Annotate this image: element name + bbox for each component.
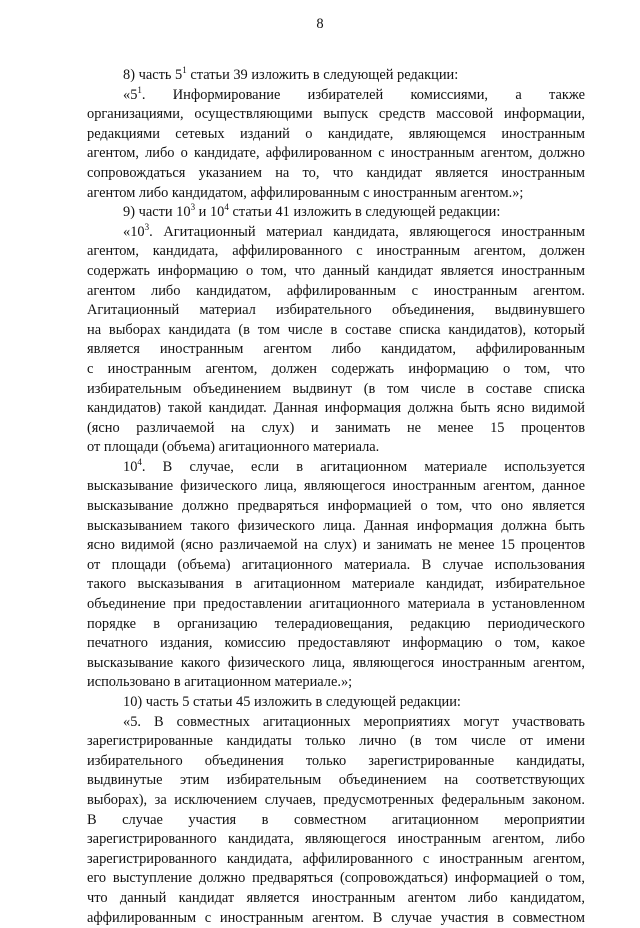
text-line: агентом, кандидата, аффилированного с иностранным агентом, должен — [87, 243, 585, 260]
text-line: от площади (объема) агитационного материала. — [87, 439, 380, 456]
text-line: кандидатов) такой кандидат. Данная информация должна быть ясно видимой — [87, 400, 585, 417]
text-line: на выборах кандидата (в том числе в составе списка кандидатов), который — [87, 321, 585, 338]
text-line: (ясно различаемой на слух) и занимать не менее 15 процентов — [87, 419, 585, 436]
text-line: агентом либо кандидатом, аффилированным с иностранным агентом.»; — [87, 184, 524, 201]
text-line: организациями, осуществляющими выпуск средств массовой информации, — [87, 106, 585, 123]
text-line: высказывание физического лица, являющегося иностранным агентом, данное — [87, 478, 585, 495]
text-line: зарегистрированные кандидаты только лично (в том числе от имени — [87, 733, 585, 750]
text-line: аффилированным с иностранным агентом. В случае участия в совместном — [87, 909, 585, 926]
text-line: избирательным объединением выдвинут (в том числе в составе списка — [87, 380, 585, 397]
text-line: высказыванием такого физического лица. Данная информация должна быть — [87, 517, 585, 534]
text-line: «$10^3$. Агитационный материал кандидата, являющегося иностранным — [123, 221, 585, 240]
text-line: что данный кандидат является иностранным агентом либо кандидатом, — [87, 889, 585, 906]
text-line: $10^4$. В случае, если в агитационном материале используется — [123, 456, 585, 475]
text-line: агентом либо кандидатом, аффилированным с иностранным агентом. — [87, 282, 585, 299]
text-line: 10) часть 5 статьи 45 изложить в следующей редакции: — [123, 694, 461, 710]
text-line: зарегистрированного кандидата, являющегося иностранным агентом, либо — [87, 831, 585, 848]
text-line: Агитационный материал избирательного объединения, выдвинувшего — [87, 302, 585, 319]
text-line: избирательного объединения только зарегистрированные кандидаты, — [87, 752, 585, 769]
text-line: такого высказывания в агитационном материале кандидат, избирательное — [87, 576, 585, 593]
text-line: использовано в агитационном материале.»; — [87, 674, 353, 691]
text-line: ясно видимой (ясно различаемой на слух) и занимать не менее 15 процентов — [87, 537, 585, 554]
text-line: выдвинутые этим избирательным объединением на соответствующих — [87, 772, 585, 789]
text-line: является иностранным агентом либо кандидатом, аффилированным — [87, 341, 585, 358]
text-line: агентом, либо о кандидате, аффилированном с иностранным агентом, должно — [87, 145, 585, 162]
text-line: «5. В совместных агитационных мероприятиях могут участвовать — [123, 713, 585, 730]
text-line: 9) части $10^3$ и $10^4$ статьи 41 изложить в следующей редакции: — [123, 202, 501, 221]
text-line: зарегистрированного кандидата, аффилированного с иностранным агентом, — [87, 850, 585, 867]
text-line: содержать информацию о том, что данный кандидат является иностранным — [87, 262, 585, 279]
text-line: печатного издания, комиссию предоставляют информацию о том, какое — [87, 635, 585, 652]
text-line: высказывание какого физического лица, являющегося иностранным агентом, — [87, 654, 585, 671]
text-line: порядке в организацию телерадиовещания, редакцию периодического — [87, 615, 585, 632]
text-line: «$5^1$. Информирование избирателей комиссиями, а также — [123, 84, 585, 103]
text-line: с иностранным агентом, должен содержать информацию о том, что — [87, 360, 585, 377]
text-line: редакциями сетевых изданий о кандидате, являющемся иностранным — [87, 125, 585, 142]
text-line: объединение при предоставлении агитационного материала в установленном — [87, 596, 585, 613]
text-line: его выступление должно предваряться (сопровождаться) информацией о том, — [87, 870, 585, 887]
document-body — [87, 66, 585, 928]
text-line: В случае участия в совместном агитационном мероприятии — [87, 811, 585, 828]
text-line: 8) часть $5^1$ статьи 39 изложить в следующей редакции: — [123, 65, 459, 83]
text-line: выборах), за исключением случаев, предусмотренных федеральным законом. — [87, 791, 585, 808]
text-line: от площади (объема) агитационного материала. В случае использования — [87, 556, 585, 573]
text-line: сопровождаться указанием на то, что кандидат является иностранным — [87, 164, 585, 181]
text-line: высказывание должно предваряться информацией о том, что оно является — [87, 498, 585, 515]
page-number: 8 — [316, 16, 324, 32]
